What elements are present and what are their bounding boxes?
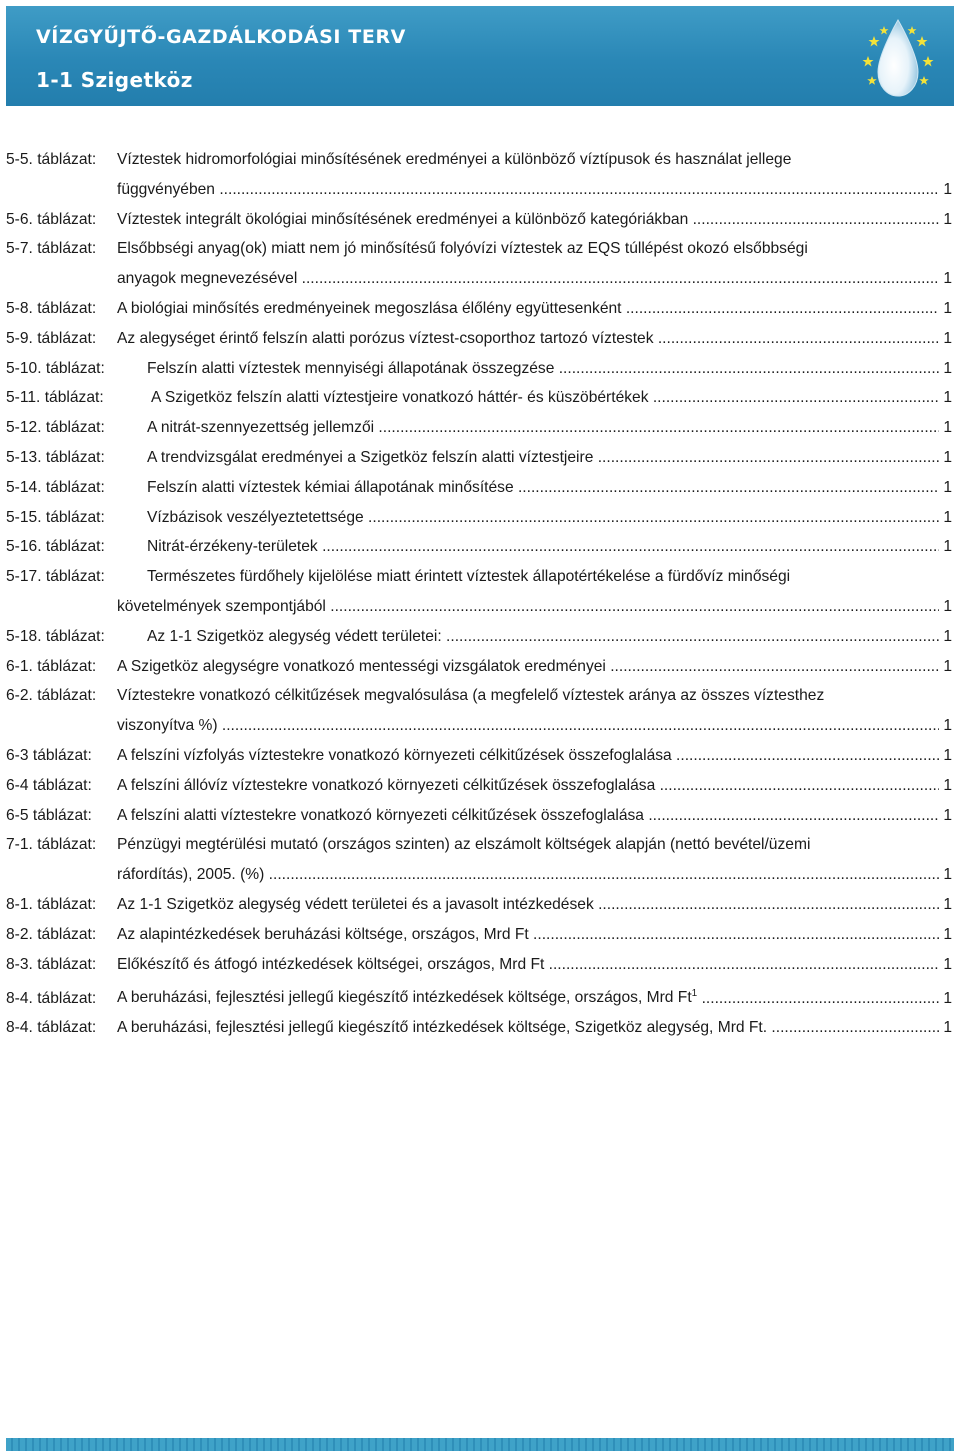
toc-entry-page-number: 1 [943, 925, 952, 943]
toc-entry-title: Elsőbbségi anyag(ok) miatt nem jó minősítésű folyóvízi víztestek az EQS túllépést okozó elsőbbségi [117, 240, 808, 258]
toc-entry-page-number: 1 [943, 657, 952, 675]
footnote-marker: 1 [691, 988, 698, 1000]
toc-entry-title: Nitrát-érzékeny-területek [147, 538, 318, 556]
toc-entry-title: ráfordítás), 2005. (%) [117, 866, 265, 884]
toc-entry-page-number: 1 [943, 299, 952, 317]
header-banner [6, 6, 954, 106]
toc-entry[interactable] [6, 771, 952, 801]
toc-entry-label: 7-1. táblázat: [6, 836, 97, 854]
toc-entry-page-number: 1 [943, 538, 952, 556]
toc-entry[interactable] [6, 562, 952, 622]
toc-entry[interactable] [6, 979, 952, 1013]
toc-entry-page-number: 1 [943, 746, 952, 764]
toc-entry-label: 5-13. táblázat: [6, 448, 105, 466]
toc-entry-label: 5-12. táblázat: [6, 419, 105, 437]
toc-entry-title: A Szigetköz felszín alatti víztestjeire vonatkozó háttér- és küszöbértékek [151, 389, 649, 407]
toc-entry[interactable] [6, 294, 952, 324]
toc-entry-page-number: 1 [943, 329, 952, 347]
toc-entry-page-number: 1 [943, 627, 952, 645]
toc-entry-title: A biológiai minősítés eredményeinek megoszlása élőlény együttesenként [117, 299, 622, 317]
toc-entry-label: 6-3 táblázat: [6, 746, 92, 764]
toc-entry-page-number: 1 [943, 895, 952, 913]
toc-entry-label: 5-14. táblázat: [6, 478, 105, 496]
toc-entry-label: 6-2. táblázat: [6, 687, 97, 705]
toc-entry-title: A Szigetköz alegységre vonatkozó mentességi vizsgálatok eredményei [117, 657, 606, 675]
toc-entry-title: A felszíni állóvíz víztestekre vonatkozó környezeti célkitűzések összefoglalása [117, 776, 656, 794]
toc-entry[interactable] [6, 830, 952, 890]
toc-entry-page-number: 1 [943, 717, 952, 735]
toc-entry-page-number: 1 [943, 210, 952, 228]
toc-entry[interactable] [6, 890, 952, 920]
toc-entry[interactable] [6, 622, 952, 652]
toc-entry[interactable] [6, 324, 952, 354]
toc-entry-label: 8-1. táblázat: [6, 895, 97, 913]
toc-entry[interactable] [6, 354, 952, 384]
toc-entry-page-number: 1 [943, 419, 952, 437]
toc-entry[interactable] [6, 1013, 952, 1043]
toc-entry[interactable] [6, 145, 952, 205]
toc-entry-page-number: 1 [943, 508, 952, 526]
toc-entry-label: 6-5 táblázat: [6, 806, 92, 824]
toc-entry-label: 8-4. táblázat: [6, 1019, 97, 1037]
toc-entry-title: Felszín alatti víztestek mennyiségi állapotának összegzése [147, 359, 555, 377]
toc-entry-label: 5-5. táblázat: [6, 151, 97, 168]
toc-entry-label: 5-9. táblázat: [6, 329, 97, 347]
toc-entry-page-number: 1 [943, 776, 952, 794]
footer-bar [6, 1438, 954, 1451]
toc-entry-title: függvényében [117, 180, 215, 198]
toc-entry-page-number: 1 [943, 359, 952, 377]
toc-entry[interactable] [6, 503, 952, 533]
toc-entry-title: A beruházási, fejlesztési jellegű kiegészítő intézkedések költsége, országos, Mrd Ft [117, 989, 692, 1007]
toc-entry-label: 8-2. táblázat: [6, 925, 97, 943]
toc-entry-title: A beruházási, fejlesztési jellegű kiegészítő intézkedések költsége, Szigetköz alegység, Mrd Ft. [117, 1019, 768, 1037]
toc-entry-label: 5-17. táblázat: [6, 568, 105, 586]
toc-entry-title: Víztestekre vonatkozó célkitűzések megvalósulása (a megfelelő víztestek aránya az összes víztesthez [117, 687, 825, 705]
toc-entry-page-number: 1 [943, 478, 952, 496]
toc-entry-page-number: 1 [943, 806, 952, 824]
toc-entry-title: Az alegységet érintő felszín alatti porózus víztest-csoporthoz tartozó víztestek [117, 329, 654, 347]
toc-entry-label: 5-7. táblázat: [6, 240, 97, 258]
toc-entry-page-number: 1 [943, 1019, 952, 1037]
toc-entry-title: Az 1-1 Szigetköz alegység védett területei: [147, 627, 442, 645]
toc-entry-title: Víztestek integrált ökológiai minősítésének eredményei a különböző kategóriákban [117, 210, 689, 228]
toc-entry[interactable] [6, 950, 952, 980]
toc-entry[interactable] [6, 443, 952, 473]
toc-entry-title: követelmények szempontjából [117, 597, 326, 615]
toc-entry-label: 6-1. táblázat: [6, 657, 97, 675]
toc-entry-title: A felszíni alatti víztestekre vonatkozó környezeti célkitűzések összefoglalása [117, 806, 644, 824]
document-title: VÍZGYŰJTŐ-GAZDÁLKODÁSI TERV [36, 26, 406, 48]
toc-entry[interactable] [6, 681, 952, 741]
toc-entry[interactable] [6, 532, 952, 562]
toc-entry-title: A felszíni vízfolyás víztestekre vonatkozó környezeti célkitűzések összefoglalása [117, 746, 672, 764]
toc-entry-title: Vízbázisok veszélyeztetettsége [147, 508, 364, 526]
toc-entry-label: 6-4 táblázat: [6, 776, 92, 794]
toc-entry-label: 5-15. táblázat: [6, 508, 105, 526]
toc-entry[interactable] [6, 801, 952, 831]
toc-entry[interactable] [6, 741, 952, 771]
toc-entry-title: Felszín alatti víztestek kémiai állapotának minősítése [147, 478, 514, 496]
toc-entry[interactable] [6, 234, 952, 294]
table-of-tables [6, 145, 952, 1043]
toc-entry-label: 5-11. táblázat: [6, 389, 104, 407]
toc-entry-title: A nitrát-szennyezettség jellemzői [147, 419, 375, 437]
toc-entry-page-number: 1 [943, 448, 952, 466]
toc-entry-label: 8-4. táblázat: [6, 989, 97, 1007]
toc-entry-page-number: 1 [943, 270, 952, 288]
toc-entry-title: Víztestek hidromorfológiai minősítésének eredményei a különböző víztípusok és használat jellege [117, 151, 792, 168]
water-drop-logo-icon [848, 6, 948, 106]
toc-entry-label: 5-6. táblázat: [6, 210, 97, 228]
toc-entry-page-number: 1 [943, 180, 952, 198]
toc-entry-page-number: 1 [943, 989, 952, 1007]
toc-entry-title: Természetes fürdőhely kijelölése miatt érintett víztestek állapotértékelése a fürdővíz minőségi [147, 568, 791, 586]
toc-entry-title: Az alapintézkedések beruházási költsége, országos, Mrd Ft [117, 925, 529, 943]
toc-entry-title: Előkészítő és átfogó intézkedések költségei, országos, Mrd Ft [117, 955, 545, 973]
toc-entry[interactable] [6, 383, 952, 413]
toc-entry-title: Pénzügyi megtérülési mutató (országos szinten) az elszámolt költségek alapján (nettó bevétel/üzemi [117, 836, 811, 854]
toc-entry-title: A trendvizsgálat eredményei a Szigetköz felszín alatti víztestjeire [147, 448, 594, 466]
toc-entry-label: 5-16. táblázat: [6, 538, 105, 556]
document-subtitle: 1-1 Szigetköz [36, 68, 193, 92]
toc-entry-label: 8-3. táblázat: [6, 955, 97, 973]
toc-entry-title: anyagok megnevezésével [117, 270, 298, 288]
toc-entry-title: Az 1-1 Szigetköz alegység védett területei és a javasolt intézkedések [117, 895, 594, 913]
toc-entry[interactable] [6, 473, 952, 503]
toc-entry-label: 5-10. táblázat: [6, 359, 105, 377]
toc-entry-page-number: 1 [943, 389, 952, 407]
toc-entry[interactable] [6, 205, 952, 235]
toc-entry[interactable] [6, 413, 952, 443]
toc-entry[interactable] [6, 920, 952, 950]
toc-entry[interactable] [6, 652, 952, 682]
toc-entry-label: 5-8. táblázat: [6, 299, 97, 317]
toc-entry-label: 5-18. táblázat: [6, 627, 105, 645]
toc-entry-page-number: 1 [943, 866, 952, 884]
toc-entry-page-number: 1 [943, 955, 952, 973]
toc-entry-title: viszonyítva %) [117, 717, 218, 735]
toc-entry-page-number: 1 [943, 597, 952, 615]
